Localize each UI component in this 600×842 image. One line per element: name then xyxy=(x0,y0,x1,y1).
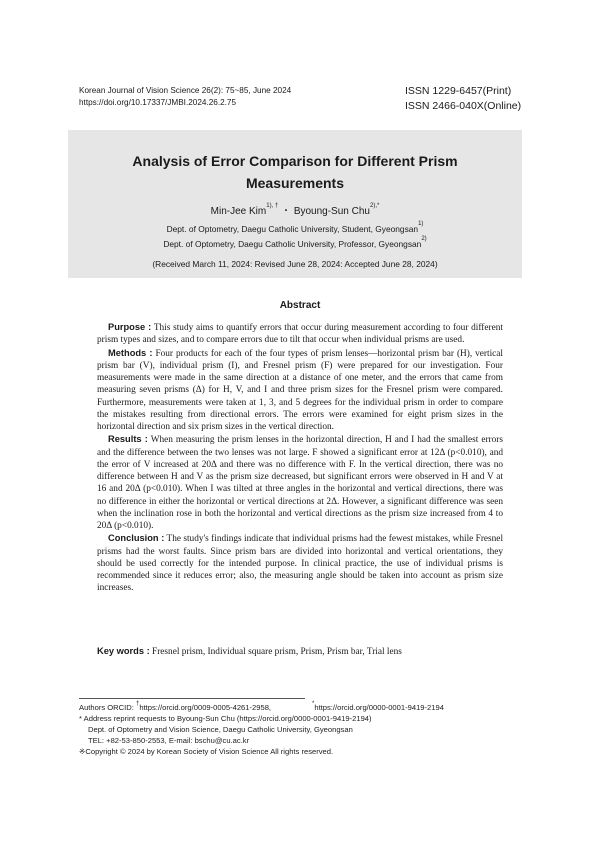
orcid-1-mark: † xyxy=(135,701,140,707)
footnote-divider xyxy=(79,698,305,699)
author-1-affiliation-mark: 1), † xyxy=(266,203,279,209)
affiliation-2 xyxy=(68,238,522,250)
affiliation-2-text: Dept. of Optometry, Daegu Catholic University, Professor, Gyeongsan xyxy=(163,239,422,249)
copyright: ※Copyright © 2024 by Korean Society of Vision Science All rights reserved. xyxy=(79,746,334,756)
title-box xyxy=(68,130,522,278)
keywords-label: Key words : xyxy=(97,646,150,656)
affiliation-2-mark: 2) xyxy=(421,236,427,242)
title-line-1: Analysis of Error Comparison for Different Prism xyxy=(132,153,458,169)
methods-paragraph xyxy=(97,347,503,434)
issn-print: ISSN 1229-6457(Print) xyxy=(405,85,512,97)
orcid-prefix: Authors ORCID: xyxy=(79,703,136,712)
footnotes xyxy=(79,703,519,758)
results-label: Results : xyxy=(108,434,148,445)
issn-online: ISSN 2466-040X(Online) xyxy=(405,100,522,112)
doi-link[interactable]: https://doi.org/10.17337/JMBI.2024.26.2.75 xyxy=(79,98,237,107)
paper-title xyxy=(68,150,522,194)
abstract-heading: Abstract xyxy=(279,300,321,311)
methods-label: Methods : xyxy=(108,347,153,358)
author-list xyxy=(68,205,522,219)
orcid-2-link[interactable]: https://orcid.org/0000-0001-9419-2194 xyxy=(314,703,444,712)
methods-text: Four products for each of the four types of prism lenses—horizontal prism bar (H), vertical prism bar (V), individual prism (I), and Fresnel prism (F) were prepared for our investigation. Four measurements were made in the same direction at a distance of one meter, and the errors that came from measuring seven prisms (Δ) for H, V, and I and three prism sizes for the Fresnel prism were compared. Furthermore, measurements were taken at 1, 3, and 5 degrees for the individual prism in order to compare the mistakes resulting from directional errors. The errors were examined for eight prism sizes in the horizontal direction and six prism sizes in the vertical direction. xyxy=(97,348,503,432)
journal-citation xyxy=(79,85,291,109)
author-1: Min-Jee Kim xyxy=(210,206,267,217)
keywords-text: Fresnel prism, Individual square prism, Prism, Prism bar, Trial lens xyxy=(152,647,402,657)
issn-block xyxy=(405,84,521,114)
contact-info: TEL: +82-53-850-2553, E-mail: bschu@cu.ac.kr xyxy=(88,735,250,745)
purpose-label: Purpose : xyxy=(108,322,152,332)
conclusion-label: Conclusion : xyxy=(108,533,165,544)
orcid-line xyxy=(79,703,519,714)
reprint-text: Address reprint requests to Byoung-Sun Chu (https://orcid.org/0000-0001-9419-2194) xyxy=(83,713,372,723)
affiliation-1-text: Dept. of Optometry, Daegu Catholic University, Student, Gyeongsan xyxy=(166,224,419,234)
author-separator: ・ xyxy=(281,206,292,217)
orcid-2 xyxy=(312,703,444,714)
author-2: Byoung-Sun Chu xyxy=(293,206,370,217)
results-paragraph xyxy=(97,433,503,532)
results-text: When measuring the prism lenses in the horizontal direction, H and I had the smallest errors and the difference between the two lenses was not large. F showed a significant error at 12Δ (p<0.010), and the error of V increased at 20Δ and there was no difference with F. In the vertical direction, there was no difference between H and V as the prism size decreased, but significant errors were observed in H and V at 16 and 20Δ (p<0.010). When I was tilted at three angles in the horizontal and vertical directions, there was no difference in either the horizontal or vertical directions at 2Δ. However, a significant difference was seen when the inclination rose in both the horizontal and vertical directions as the prism size increased from 4 to 20Δ (p<0.010). xyxy=(97,435,504,531)
reprint-mark: * xyxy=(79,713,82,723)
purpose-text: This study aims to quantify errors that occur during measurement according to four different prism types and sizes, and to compare errors due to tilt that occur when individual prisms are used. xyxy=(97,323,503,346)
conclusion-text: The study's findings indicate that individual prisms had the fewest mistakes, while Fresnel prisms had the worst faults. Since prism bars are divided into horizontal and vertical orientations, they should be used correctly for the intended purpose. In clinical practice, the use of individual prisms is recommended since it reduces error; also, the measuring angle should be taken into account as prism size increases. xyxy=(97,534,504,594)
title-line-2: Measurements xyxy=(245,175,345,191)
conclusion-paragraph xyxy=(97,532,503,594)
affiliation-1 xyxy=(68,223,522,235)
purpose-paragraph xyxy=(97,321,503,347)
keywords xyxy=(97,645,507,658)
journal-line: Korean Journal of Vision Science 26(2): 75~85, June 2024 xyxy=(79,86,292,95)
orcid-1-link[interactable]: https://orcid.org/0009-0005-4261-2958, xyxy=(139,703,272,712)
orcid-2-mark: * xyxy=(312,701,315,707)
corresponding-dept: Dept. of Optometry and Vision Science, Daegu Catholic University, Gyeongsan xyxy=(88,724,353,734)
reprint-request xyxy=(79,714,519,725)
author-2-affiliation-mark: 2),* xyxy=(369,203,380,209)
affiliation-1-mark: 1) xyxy=(418,221,424,227)
received-dates: (Received March 11, 2024: Revised June 28, 2024: Accepted June 28, 2024) xyxy=(152,259,438,269)
abstract-body xyxy=(97,321,503,595)
